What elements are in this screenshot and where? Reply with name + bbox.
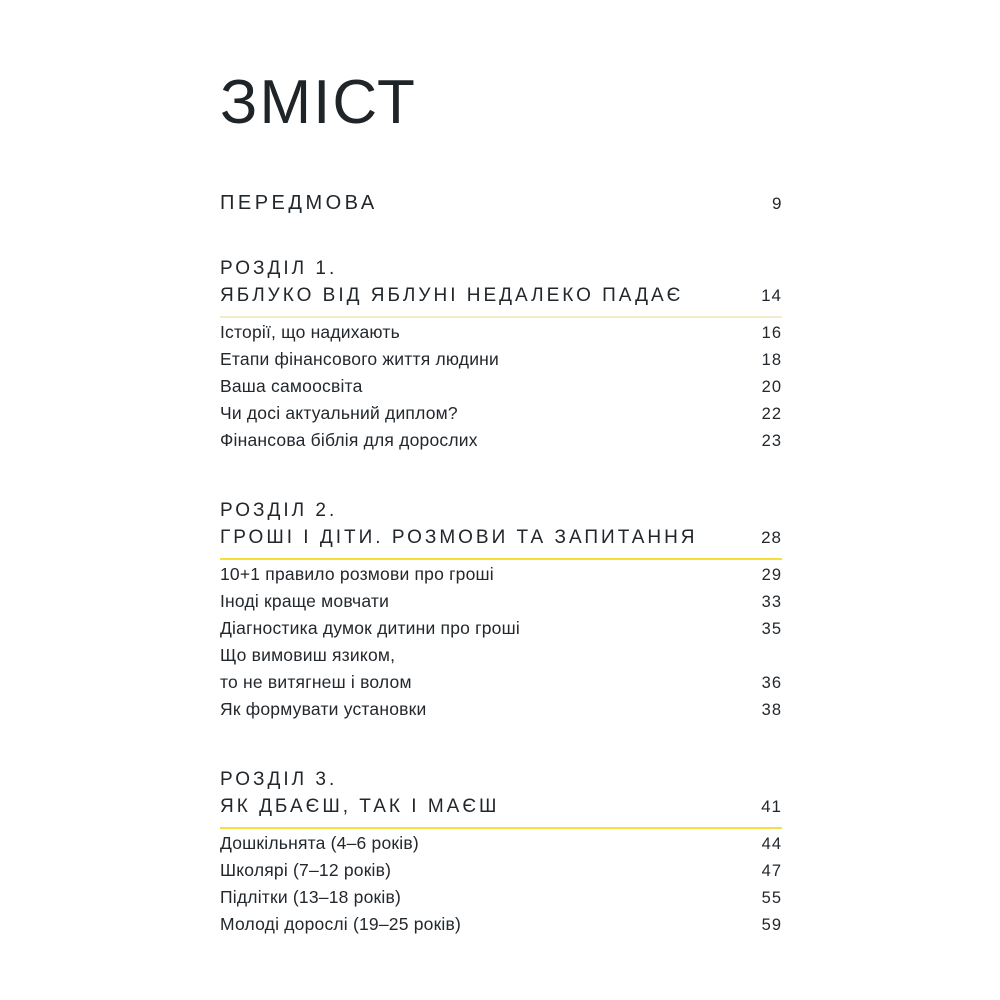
page-title: ЗМІСТ [220,68,417,137]
toc-entry [220,430,782,457]
section-underline [220,558,782,560]
entry-label: Діагностика думок дитини про гроші [220,618,520,638]
preface-label: ПЕРЕДМОВА [220,192,378,214]
toc-entry [220,860,782,887]
entry-page-number: 44 [761,835,782,853]
entry-label: Фінансова біблія для дорослих [220,430,478,450]
entry-page-number: 38 [761,701,782,719]
toc-entry [220,645,782,672]
entry-label: Що вимовиш язиком, [220,645,396,665]
section-title-row [220,283,782,316]
toc-entry [220,914,782,941]
section-title-row [220,794,782,827]
section-number: РОЗДІЛ 2. [220,500,338,521]
entry-label: Дошкільнята (4–6 років) [220,833,419,853]
entry-label: Іноді краще мовчати [220,591,390,611]
entry-label: 10+1 правило розмови про гроші [220,564,494,584]
section-underline [220,827,782,829]
entry-label: Історії, що надихають [220,322,400,342]
entry-page-number: 35 [761,620,782,638]
toc-entry [220,349,782,376]
entry-page-number: 23 [761,432,782,450]
entry-label: Етапи фінансового життя людини [220,349,500,369]
entry-label: Ваша самоосвіта [220,376,363,396]
entry-label: то не витягнеш і волом [220,672,412,692]
toc-section-1 [220,255,782,457]
toc-entry [220,699,782,726]
entry-page-number: 55 [761,889,782,907]
toc-entry [220,403,782,430]
toc-entry [220,887,782,914]
section-number: РОЗДІЛ 1. [220,258,338,279]
toc-entry [220,564,782,591]
section-title: ЯК ДБАЄШ, ТАК І МАЄШ [220,796,500,817]
entry-page-number: 36 [761,674,782,692]
table-of-contents [220,0,782,941]
entry-page-number: 47 [761,862,782,880]
entry-label: Як формувати установки [220,699,427,719]
entry-page-number: 59 [761,916,782,934]
section-title: ГРОШІ І ДІТИ. РОЗМОВИ ТА ЗАПИТАННЯ [220,527,698,548]
entry-page-number: 22 [761,405,782,423]
toc-entry [220,833,782,860]
section-underline [220,316,782,318]
entry-page-number: 18 [761,351,782,369]
entry-page-number: 29 [761,566,782,584]
section-title: ЯБЛУКО ВІД ЯБЛУНІ НЕДАЛЕКО ПАДАЄ [220,285,684,306]
entry-label: Підлітки (13–18 років) [220,887,401,907]
section-items [220,564,782,726]
toc-entry [220,591,782,618]
toc-entry-preface [220,192,782,215]
section-page-number: 28 [761,528,782,547]
toc-entry [220,322,782,349]
toc-entry [220,672,782,699]
entry-label: Школярі (7–12 років) [220,860,392,880]
section-number: РОЗДІЛ 3. [220,769,338,790]
section-title-row [220,525,782,558]
toc-section-2 [220,497,782,726]
entry-page-number: 20 [761,378,782,396]
toc-entry [220,618,782,645]
section-items [220,322,782,457]
toc-entry [220,376,782,403]
entry-page-number: 33 [761,593,782,611]
entry-label: Молоді дорослі (19–25 років) [220,914,462,934]
section-page-number: 14 [761,286,782,305]
toc-section-3 [220,766,782,941]
preface-page-number: 9 [772,194,782,213]
section-items [220,833,782,941]
entry-page-number: 16 [761,324,782,342]
section-page-number: 41 [761,797,782,816]
entry-label: Чи досі актуальний диплом? [220,403,458,423]
